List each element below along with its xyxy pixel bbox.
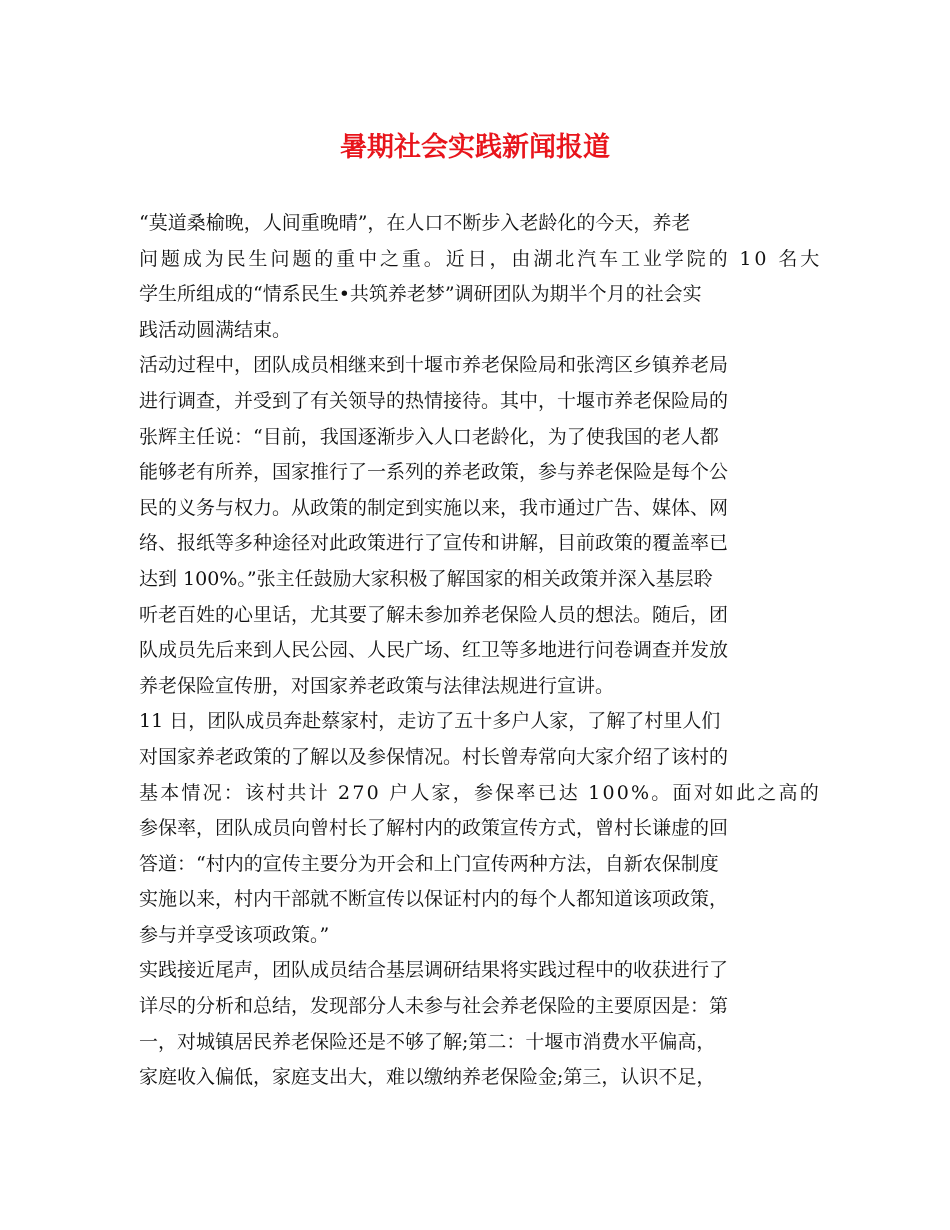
text-line: 参与并享受该项政策。”: [139, 923, 330, 946]
text-line: 一，对城镇居民养老保险还是不够了解;第二：十堰市消费水平偏高，: [139, 1030, 716, 1053]
text-line: 实施以来，村内干部就不断宣传以保证村内的每个人都知道该项政策，: [139, 888, 729, 911]
text-line: 学生所组成的“情系民生•共筑养老梦”调研团队为期半个月的社会实: [139, 283, 702, 306]
text-line: 答道：“村内的宣传主要分为开会和上门宣传两种方法，自新农保制度: [139, 852, 719, 875]
text-line: 11 日，团队成员奔赴蔡家村，走访了五十多户人家，了解了村里人们: [139, 710, 721, 733]
text-line: 达到 100%。”张主任鼓励大家积极了解国家的相关政策并深入基层聆: [139, 567, 713, 590]
text-line: “莫道桑榆晚，人间重晚晴”，在人口不断步入老龄化的今天，养老: [139, 212, 691, 234]
text-line: 养老保险宣传册，对国家养老政策与法律法规进行宣讲。: [139, 674, 615, 697]
text-line: 详尽的分析和总结，发现部分人未参与社会养老保险的主要原因是：第: [139, 995, 729, 1018]
text-line: 基本情况：该村共计 270 户人家，参保率已达 100%。面对如此之高的: [139, 781, 821, 804]
article-body: [139, 206, 823, 1096]
text-line: 张辉主任说：“目前，我国逐渐步入人口老龄化，为了使我国的老人都: [139, 425, 719, 448]
text-line: 听老百姓的心里话，尤其要了解未参加养老保险人员的想法。随后，团: [139, 603, 729, 626]
text-line: 能够老有所养，国家推行了一系列的养老政策，参与养老保险是每个公: [139, 461, 729, 484]
text-line: 家庭收入偏低，家庭支出大，难以缴纳养老保险金;第三，认识不足，: [139, 1066, 716, 1089]
text-line: 实践接近尾声，团队成员结合基层调研结果将实践过程中的收获进行了: [139, 959, 729, 982]
text-line: 活动过程中，团队成员相继来到十堰市养老保险局和张湾区乡镇养老局: [139, 354, 729, 377]
text-line: 进行调查，并受到了有关领导的热情接待。其中，十堰市养老保险局的: [139, 389, 729, 412]
text-line: 参保率，团队成员向曾村长了解村内的政策宣传方式，曾村长谦虚的回: [139, 817, 729, 840]
text-line: 队成员先后来到人民公园、人民广场、红卫等多地进行问卷调查并发放: [139, 639, 729, 662]
text-line: 问题成为民生问题的重中之重。近日，由湖北汽车工业学院的 10 名大: [139, 247, 823, 270]
text-line: 对国家养老政策的了解以及参保情况。村长曾寿常向大家介绍了该村的: [139, 745, 729, 768]
text-line: 践活动圆满结束。: [139, 318, 292, 341]
document-title: 暑期社会实践新闻报道: [340, 132, 610, 163]
text-line: 络、报纸等多种途径对此政策进行了宣传和讲解，目前政策的覆盖率已: [139, 532, 729, 555]
text-line: 民的义务与权力。从政策的制定到实施以来，我市通过广告、媒体、网: [139, 496, 729, 519]
